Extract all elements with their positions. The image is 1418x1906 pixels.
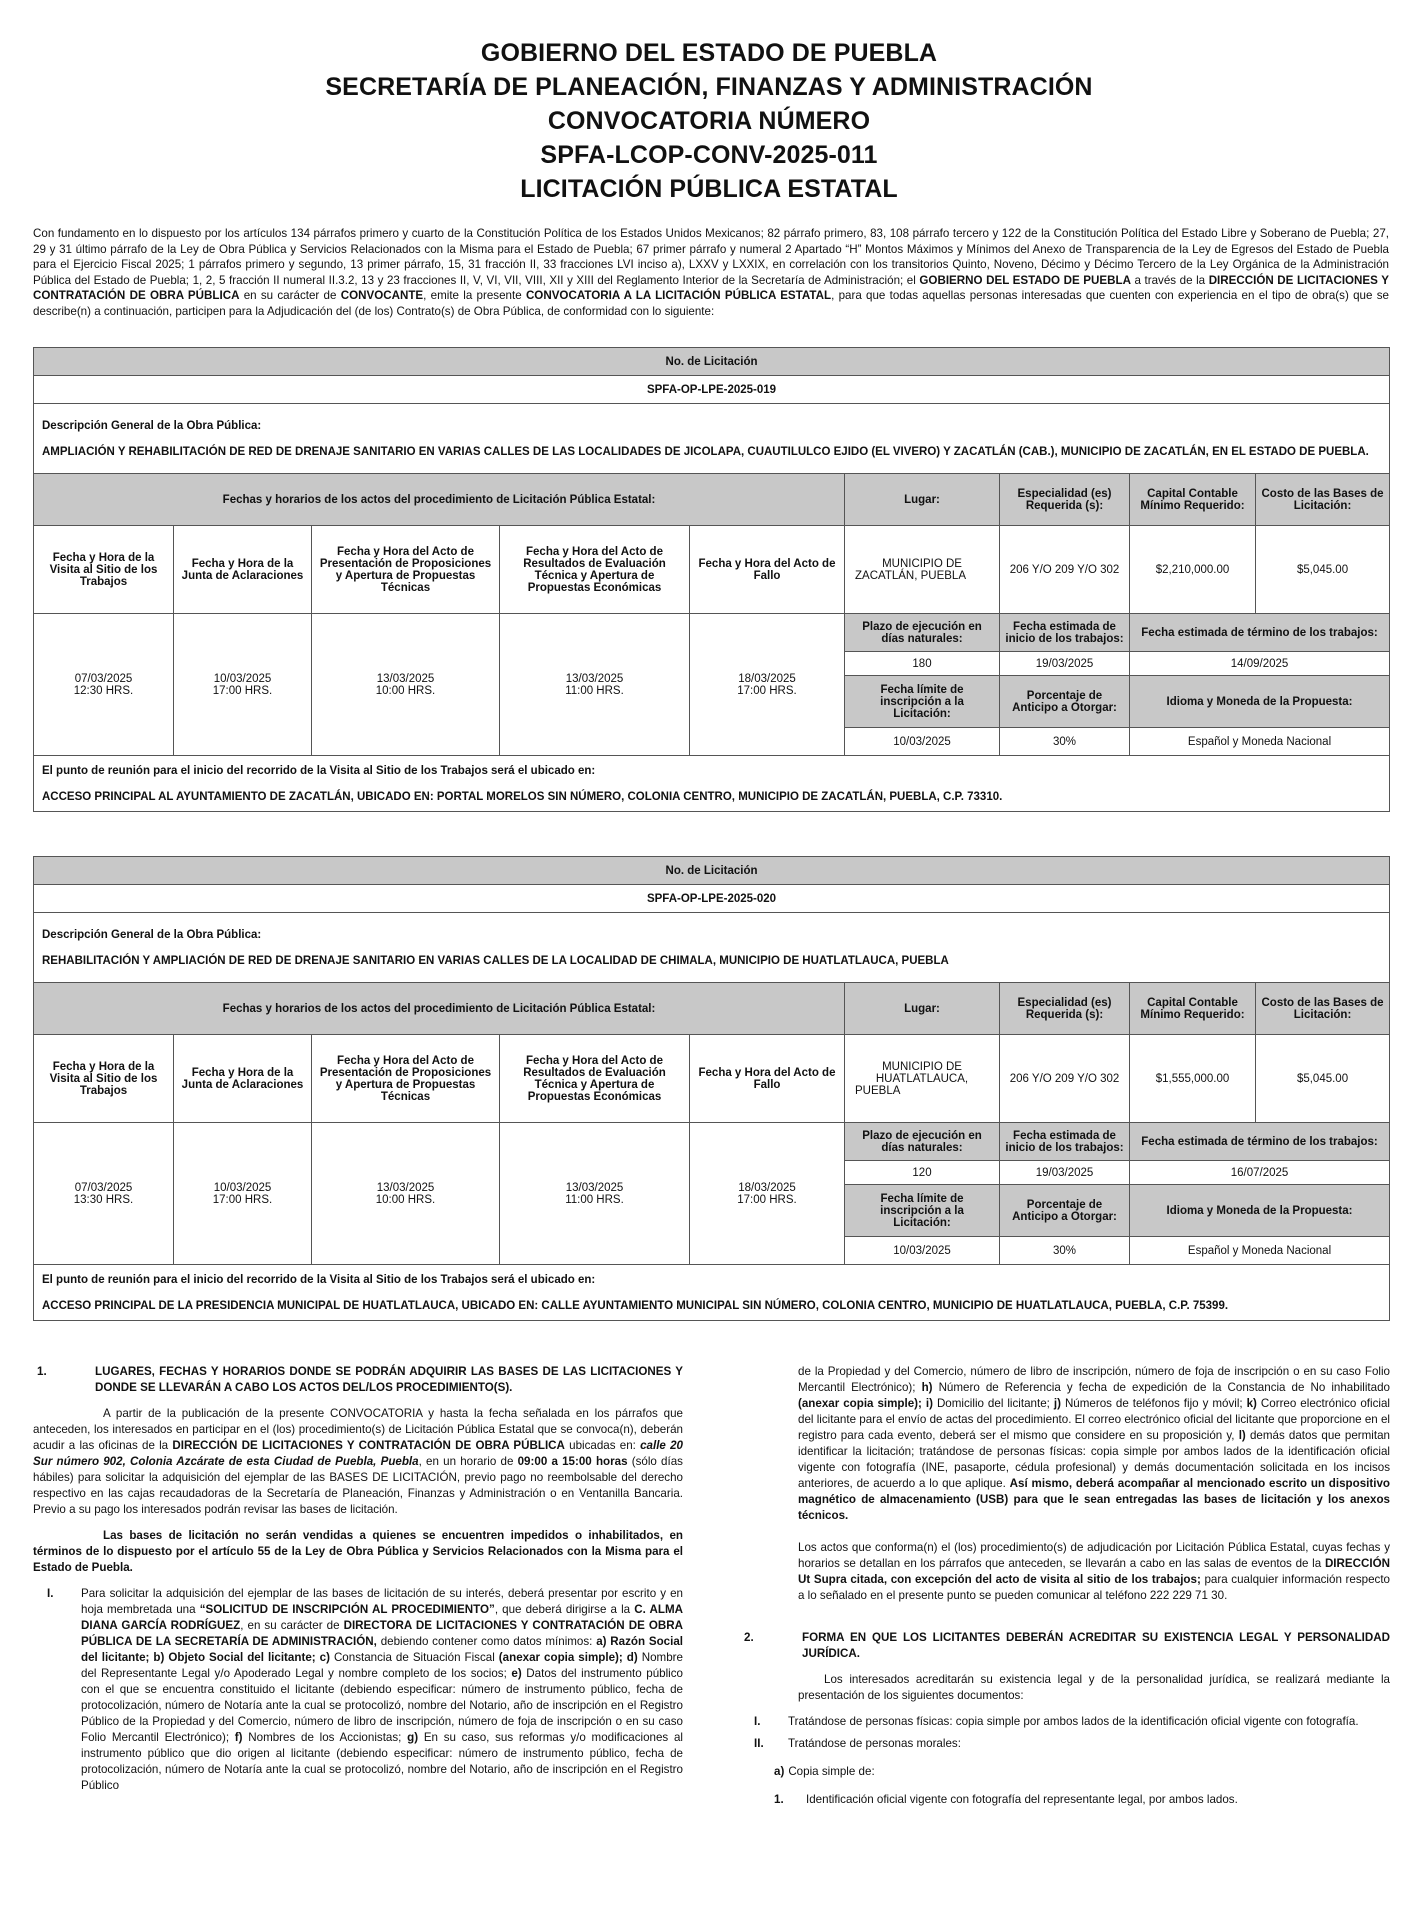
capital-label: Capital Contable Mínimo Requerido: [1130, 983, 1256, 1035]
inicio-label: Fecha estimada de inicio de los trabajos: [1000, 614, 1130, 652]
identificacion-item: 1. Identificación oficial vigente con fotografía del representante legal, por ambos lados. [774, 1793, 1238, 1806]
licitacion-number: SPFA-OP-LPE-2025-020 [34, 885, 1390, 913]
anticipo-value: 30% [1000, 728, 1130, 756]
termino-label: Fecha estimada de término de los trabajos: [1130, 1123, 1390, 1161]
anticipo-label: Porcentaje de Anticipo a Otorgar: [1000, 1185, 1130, 1237]
header-government: GOBIERNO DEL ESTADO DE PUEBLA [480, 39, 938, 67]
especialidad-value: 206 Y/O 209 Y/O 302 [1000, 526, 1130, 614]
termino-value: 14/09/2025 [1130, 652, 1390, 676]
limite-label: Fecha límite de inscripción a la Licitación: [845, 676, 1000, 728]
anticipo-value: 30% [1000, 1237, 1130, 1265]
section-2-paragraph: Los interesados acreditarán su existencia legal y de la personalidad jurídica, se realizará mediante la presentación de los siguientes documentos: [798, 1673, 1390, 1702]
descripcion-label: Descripción General de la Obra Pública: [42, 419, 262, 432]
licitacion-table [33, 856, 1390, 1321]
document-header [0, 36, 1418, 206]
junta-value: 10/03/2025 17:00 HRS. [174, 1123, 312, 1265]
fallo-label: Fecha y Hora del Acto de Fallo [690, 1035, 845, 1123]
junta-label: Fecha y Hora de la Junta de Aclaraciones [174, 1035, 312, 1123]
costo-label: Costo de las Bases de Licitación: [1256, 474, 1390, 526]
descripcion-label: Descripción General de la Obra Pública: [42, 928, 262, 941]
impedidos-paragraph: Las bases de licitación no serán vendidas a quienes se encuentren impedidos o inhabilitados, en términos de lo dispuesto por el artículo 55 de la Ley de Obra Pública y Servicios Relacionados con la Misma para el Estado de Puebla. [33, 1529, 683, 1574]
idioma-value: Español y Moneda Nacional [1130, 728, 1390, 756]
section-1-paragraph: A partir de la publicación de la presente CONVOCATORIA y hasta la fecha señalada en los párrafos que anteceden, los interesados en participar en el (los) procedimiento(s) de Licitación Pública Estatal que se convoca(n), deberán acudir a las oficinas de la DIRECCIÓN DE LICITACIONES Y CONTRATACIÓN DE OBRA PÚBLICA ubicadas en: calle 20 Sur número 902, Colonia Azcárate de esta Ciudad de Puebla, Puebla, en un horario de 09:00 a 15:00 horas (sólo días hábiles) para solicitar la adquisición del ejemplar de las BASES DE LICITACIÓN, previo pago no reembolsable del derecho respectivo en las cajas recaudadoras de la Secretaría de Planeación, Finanzas y Administración o en Ventanilla Bancaria. Previo a su pago los interesados podrán revisar las bases de licitación. [33, 1407, 683, 1516]
resultados-label: Fecha y Hora del Acto de Resultados de Evaluación Técnica y Apertura de Propuestas Económicas [500, 526, 690, 614]
section-1-heading: 1. LUGARES, FECHAS Y HORARIOS DONDE SE PODRÁN ADQUIRIR LAS BASES DE LAS LICITACIONES Y DONDE SE LLEVARÁN A CABO LOS ACTOS DEL/LOS PROCEDIMIENTO(S). [37, 1365, 683, 1394]
fechas-horarios-label: Fechas y horarios de los actos del procedimiento de Licitación Pública Estatal: [34, 983, 845, 1035]
lugar-value: MUNICIPIO DE ZACATLÁN, PUEBLA [845, 526, 1000, 614]
costo-label: Costo de las Bases de Licitación: [1256, 983, 1390, 1035]
descripcion-text: REHABILITACIÓN Y AMPLIACIÓN DE RED DE DRENAJE SANITARIO EN VARIAS CALLES DE LA LOCALIDAD DE CHIMALA, MUNICIPIO DE HUATLATLAUCA, PUEBLA [42, 954, 949, 967]
left-column [33, 1364, 683, 1800]
costo-value: $5,045.00 [1256, 1035, 1390, 1123]
costo-value: $5,045.00 [1256, 526, 1390, 614]
visita-value: 07/03/2025 13:30 HRS. [34, 1123, 174, 1265]
descripcion-block [34, 913, 1390, 983]
plazo-label: Plazo de ejecución en días naturales: [845, 614, 1000, 652]
header-convocatoria-label: CONVOCATORIA NÚMERO [547, 107, 871, 135]
inicio-value: 19/03/2025 [1000, 652, 1130, 676]
presentacion-label: Fecha y Hora del Acto de Presentación de Proposiciones y Apertura de Propuestas Técnicas [312, 526, 500, 614]
idioma-label: Idioma y Moneda de la Propuesta: [1130, 676, 1390, 728]
inicio-value: 19/03/2025 [1000, 1161, 1130, 1185]
junta-value: 10/03/2025 17:00 HRS. [174, 614, 312, 756]
resultados-label: Fecha y Hora del Acto de Resultados de Evaluación Técnica y Apertura de Propuestas Económicas [500, 1035, 690, 1123]
capital-value: $2,210,000.00 [1130, 526, 1256, 614]
intro-paragraph: Con fundamento en lo dispuesto por los artículos 134 párrafos primero y cuarto de la Constitución Política de los Estados Unidos Mexicanos; 82 párrafo primero, 83, 108 párrafo tercero y 122 de la Constitución Política del Estado Libre y Soberano de Puebla; 27, 29 y 31 último párrafo de la Ley de Obra Pública y Servicios Relacionados con la Misma para el Estado de Puebla; 67 primer párrafo y numeral 2 Apartado “H” Montos Máximos y Mínimos del Anexo de Transparencia de la Ley de Egresos del Estado de Puebla para el Ejercicio Fiscal 2025; 1 párrafos primero y segundo, 13 primer párrafo, 15, 31 fracción II, 33 fracciones LVI inciso a), LXXV y LXXIX, en correlación con los transitorios Quinto, Noveno, Décimo y Décimo Tercero de la Ley Orgánica de la Administración Pública del Estado de Puebla; 1, 2, 5 fracción II numeral II.3.2, 13 y 23 fracciones II, V, VI, VII, VIII, XII y XIII del Reglamento Interior de la Secretaría de Administración; el GOBIERNO DEL ESTADO DE PUEBLA a través de la DIRECCIÓN DE LICITACIONES Y CONTRATACIÓN DE OBRA PÚBLICA en su carácter de CONVOCANTE, emite la presente CONVOCATORIA A LA LICITACIÓN PÚBLICA ESTATAL, para que todas aquellas personas interesadas que cuenten con experiencia en el tipo de obra(s) que se describe(n) a continuación, participen para la Adjudicación del (de los) Contrato(s) de Obra Pública, de conformidad con lo siguiente: [33, 227, 1389, 318]
plazo-value: 120 [845, 1161, 1000, 1185]
fallo-label: Fecha y Hora del Acto de Fallo [690, 526, 845, 614]
plazo-value: 180 [845, 652, 1000, 676]
presentacion-label: Fecha y Hora del Acto de Presentación de Proposiciones y Apertura de Propuestas Técnicas [312, 1035, 500, 1123]
especialidad-label: Especialidad (es) Requerida (s): [1000, 983, 1130, 1035]
lugar-value: MUNICIPIO DE HUATLATLAUCA, PUEBLA [845, 1035, 1000, 1123]
licitacion-number: SPFA-OP-LPE-2025-019 [34, 376, 1390, 404]
descripcion-text: AMPLIACIÓN Y REHABILITACIÓN DE RED DE DRENAJE SANITARIO EN VARIAS CALLES DE LAS LOCALIDADES DE JICOLAPA, CUAUTILULCO EJIDO (EL VIVERO) Y ZACATLÁN (CAB.), MUNICIPIO DE ZACATLÁN, EN EL ESTADO DE PUEBLA. [42, 445, 1369, 458]
header-licitacion-type: LICITACIÓN PÚBLICA ESTATAL [520, 175, 898, 203]
limite-value: 10/03/2025 [845, 1237, 1000, 1265]
personas-morales-item: II. Tratándose de personas morales: [754, 1737, 961, 1750]
no-licitacion-label: No. de Licitación [34, 348, 1390, 376]
idioma-label: Idioma y Moneda de la Propuesta: [1130, 1185, 1390, 1237]
resultados-value: 13/03/2025 11:00 HRS. [500, 1123, 690, 1265]
no-licitacion-label: No. de Licitación [34, 857, 1390, 885]
inicio-label: Fecha estimada de inicio de los trabajos: [1000, 1123, 1130, 1161]
limite-label: Fecha límite de inscripción a la Licitación: [845, 1185, 1000, 1237]
right-column [740, 1364, 1390, 1814]
resultados-value: 13/03/2025 11:00 HRS. [500, 614, 690, 756]
idioma-value: Español y Moneda Nacional [1130, 1237, 1390, 1265]
presentacion-value: 13/03/2025 10:00 HRS. [312, 614, 500, 756]
limite-value: 10/03/2025 [845, 728, 1000, 756]
termino-value: 16/07/2025 [1130, 1161, 1390, 1185]
termino-label: Fecha estimada de término de los trabajos: [1130, 614, 1390, 652]
capital-value: $1,555,000.00 [1130, 1035, 1256, 1123]
anticipo-label: Porcentaje de Anticipo a Otorgar: [1000, 676, 1130, 728]
especialidad-value: 206 Y/O 209 Y/O 302 [1000, 1035, 1130, 1123]
punto-reunion-block [34, 1265, 1390, 1321]
header-secretariat: SECRETARÍA DE PLANEACIÓN, FINANZAS Y ADMINISTRACIÓN [325, 73, 1093, 101]
punto-reunion-text: ACCESO PRINCIPAL AL AYUNTAMIENTO DE ZACATLÁN, UBICADO EN: PORTAL MORELOS SIN NÚMERO, COLONIA CENTRO, MUNICIPIO DE ZACATLÁN, PUEBLA, C.P. 73310. [42, 790, 1003, 803]
fechas-horarios-label: Fechas y horarios de los actos del procedimiento de Licitación Pública Estatal: [34, 474, 845, 526]
personas-fisicas-item: I. Tratándose de personas físicas: copia simple por ambos lados de la identificación oficial vigente con fotografía. [754, 1715, 1359, 1728]
descripcion-block [34, 404, 1390, 474]
licitacion-table [33, 347, 1390, 812]
junta-label: Fecha y Hora de la Junta de Aclaraciones [174, 526, 312, 614]
lugar-label: Lugar: [845, 474, 1000, 526]
capital-label: Capital Contable Mínimo Requerido: [1130, 474, 1256, 526]
fallo-value: 18/03/2025 17:00 HRS. [690, 1123, 845, 1265]
requisitos-continuation: de la Propiedad y del Comercio, número de libro de inscripción, número de foja de inscripción o en su caso Folio Mercantil Electrónico); h) Número de Referencia y fecha de expedición de la Constancia de No inhabilitado (anexar copia simple); i) Domicilio del licitante; j) Números de teléfonos fijo y móvil; k) Correo electrónico oficial del licitante para el envío de actas del procedimiento. El correo electrónico oficial del licitante que proporcione en el registro para cada evento, deberá ser el mismo que considere en su proposición y, l) demás datos que permitan identificar la licitación; tratándose de personas físicas: copia simple por ambos lados de la identificación oficial vigente con fotografía (INE, pasaporte, cédula profesional) y demás documentación solicitada en los incisos anteriores, de acuerdo a lo que aplique. Así mismo, deberá acompañar al mencionado escrito un dispositivo magnético de almacenamiento (USB) para que le sean entregadas las bases de licitación y los anexos técnicos. [798, 1365, 1390, 1522]
punto-reunion-label: El punto de reunión para el inicio del recorrido de la Visita al Sitio de los Trabajos será el ubicado en: [42, 764, 596, 777]
plazo-label: Plazo de ejecución en días naturales: [845, 1123, 1000, 1161]
fallo-value: 18/03/2025 17:00 HRS. [690, 614, 845, 756]
punto-reunion-label: El punto de reunión para el inicio del recorrido de la Visita al Sitio de los Trabajos será el ubicado en: [42, 1273, 596, 1286]
section-2-heading: 2. FORMA EN QUE LOS LICITANTES DEBERÁN ACREDITAR SU EXISTENCIA LEGAL Y PERSONALIDAD JURÍDICA. [744, 1631, 1390, 1660]
lugar-label: Lugar: [845, 983, 1000, 1035]
copia-simple-item: a) Copia simple de: [774, 1765, 875, 1778]
header-convocatoria-number: SPFA-LCOP-CONV-2025-011 [540, 141, 878, 169]
visita-value: 07/03/2025 12:30 HRS. [34, 614, 174, 756]
punto-reunion-text: ACCESO PRINCIPAL DE LA PRESIDENCIA MUNICIPAL DE HUATLATLAUCA, UBICADO EN: CALLE AYUNTAMIENTO MUNICIPAL SIN NÚMERO, COLONIA CENTRO, MUNICIPIO DE HUATLATLAUCA, PUEBLA, C.P. 75399. [42, 1299, 1229, 1312]
requisitos-item: I. Para solicitar la adquisición del ejemplar de las bases de licitación de su interés, deberá presentar por escrito y en hoja membretada una “SOLICITUD DE INSCRIPCIÓN AL PROCEDIMIENTO”, que deberá dirigirse a la C. ALMA DIANA GARCÍA RODRÍGUEZ, en su carácter de DIRECTORA DE LICITACIONES Y CONTRATACIÓN DE OBRA PÚBLICA DE LA SECRETARÍA DE ADMINISTRACIÓN, debiendo contener como datos mínimos: a) Razón Social del licitante; b) Objeto Social del licitante; c) Constancia de Situación Fiscal (anexar copia simple); d) Nombre del Representante Legal y/o Apoderado Legal y nombre completo de los socios; e) Datos del instrumento público con el que se encuentra constituido el licitante (debiendo especificar: número de instrumento público, fecha de protocolización, número de Notaría ante la cual se protocolizó, nombre del Notario, año de inscripción en el Registro Público de la Propiedad y del Comercio, número de libro de inscripción, número de foja de inscripción o en su caso Folio Mercantil Electrónico); f) Nombres de los Accionistas; g) En su caso, sus reformas y/o modificaciones al instrumento público que dio origen al licitante (debiendo especificar: número de instrumento público, fecha de protocolización, número de Notaría ante la cual se protocolizó, nombre del Notario, año de inscripción en el Registro Público [47, 1587, 684, 1792]
punto-reunion-block [34, 756, 1390, 812]
visita-label: Fecha y Hora de la Visita al Sitio de los Trabajos [34, 1035, 174, 1123]
especialidad-label: Especialidad (es) Requerida (s): [1000, 474, 1130, 526]
actos-paragraph: Los actos que conforma(n) el (los) procedimiento(s) de adjudicación por Licitación Pública Estatal, cuyas fechas y horarios se detallan en los párrafos que anteceden, se llevarán a cabo en las salas de eventos de la DIRECCIÓN Ut Supra citada, con excepción del acto de visita al sitio de los trabajos; para cualquier información respecto a lo señalado en el presente punto se pueden comunicar al teléfono 222 229 71 30. [798, 1541, 1391, 1602]
presentacion-value: 13/03/2025 10:00 HRS. [312, 1123, 500, 1265]
visita-label: Fecha y Hora de la Visita al Sitio de los Trabajos [34, 526, 174, 614]
